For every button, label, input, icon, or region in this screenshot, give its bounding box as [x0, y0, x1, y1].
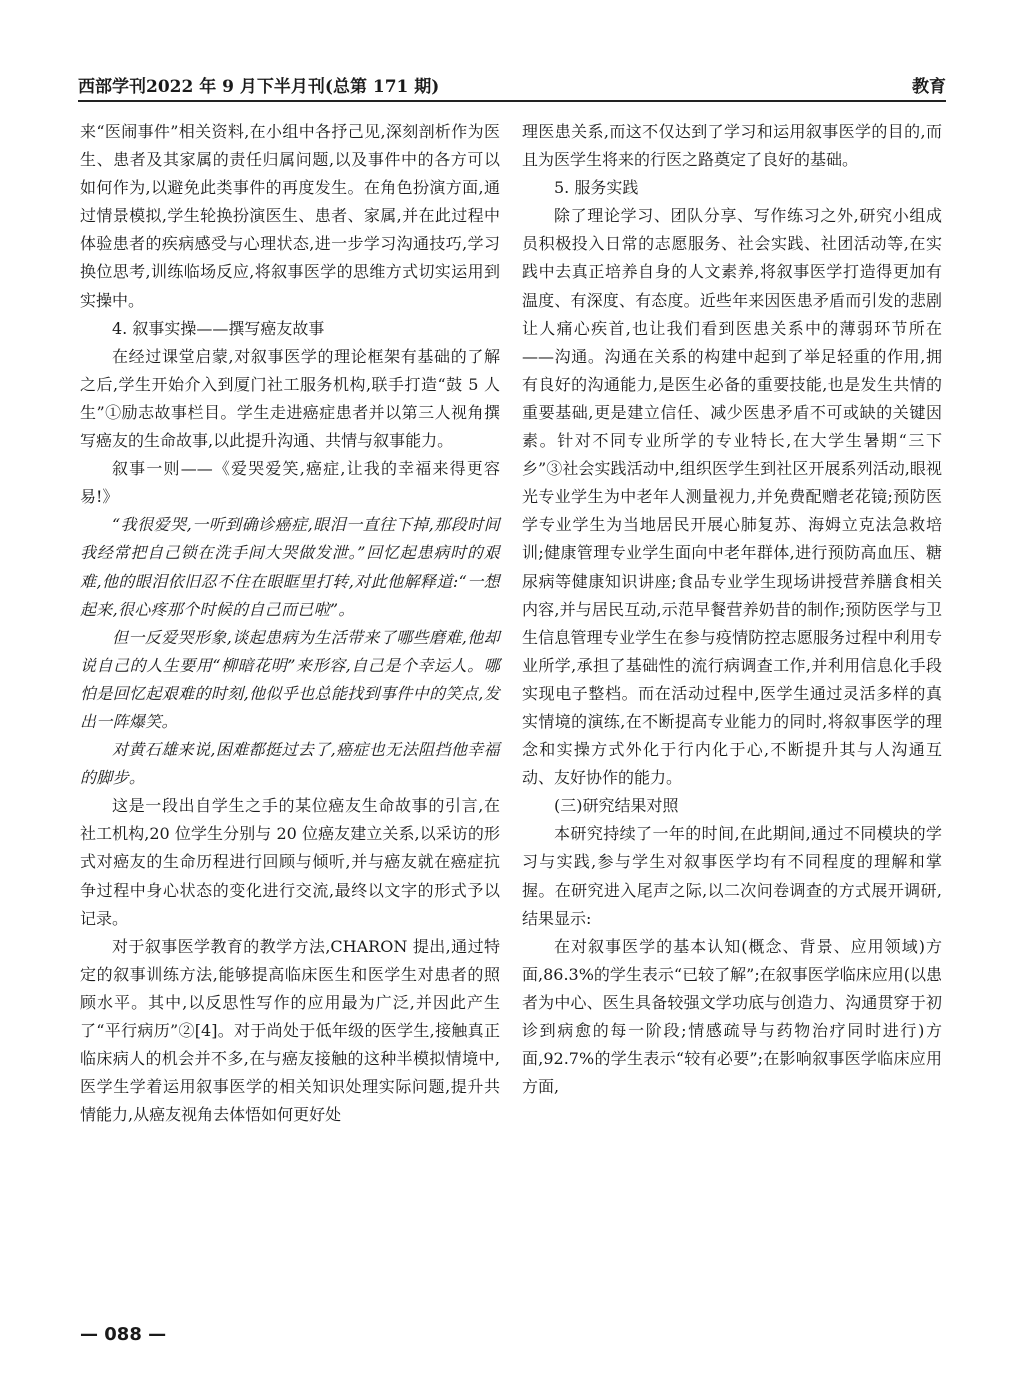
- page-number: — 088 —: [80, 1324, 167, 1345]
- section-heading: (三)研究结果对照: [554, 796, 679, 816]
- page-header: [78, 66, 946, 102]
- quote-paragraph: “我很爱哭,一听到确诊癌症,眼泪一直往下掉,那段时间我经常把自己锁在洗手间大哭做发泄。”回忆起患病时的艰难,他的眼泪依旧忍不住在眼眶里打转,对此他解释道:“一想起来,很心疼那个时候的自己而已啦”。: [80, 515, 500, 619]
- right-column: [522, 118, 942, 1101]
- journal-title: 西部学刊2022 年 9 月下半月刊(总第 171 期): [78, 77, 440, 97]
- quote-paragraph: 但一反爱哭形象,谈起患病为生活带来了哪些磨难,他却说自己的人生要用“柳暗花明”来形容,自己是个幸运人。哪怕是回忆起艰难的时刻,他似乎也总能找到事件中的笑点,发出一阵爆笑。: [80, 627, 500, 731]
- section-label: 教育: [912, 77, 946, 97]
- paragraph: 对于叙事医学教育的教学方法,CHARON 提出,通过特定的叙事训练方法,能够提高临床医生和医学生对患者的照顾水平。其中,以反思性写作的应用最为广泛,并因此产生了“平行病历”②[4]。对于尚处于低年级的医学生,接触真正临床病人的机会并不多,在与癌友接触的这种半模拟情境中,医学生学着运用叙事医学的相关知识处理实际问题,提升共情能力,从癌友视角去体悟如何更好处: [80, 936, 500, 1125]
- paragraph: 这是一段出自学生之手的某位癌友生命故事的引言,在社工机构,20 位学生分别与 20 位癌友建立关系,以采访的形式对癌友的生命历程进行回顾与倾听,并与癌友就在癌症抗争过程中身心状态的变化进行交流,最终以文字的形式予以记录。: [80, 796, 500, 928]
- left-column: [80, 118, 500, 1129]
- paragraph: 理医患关系,而这不仅达到了学习和运用叙事医学的目的,而且为医学生将来的行医之路奠定了良好的基础。: [522, 122, 942, 170]
- quote-paragraph: 对黄石雄来说,困难都挺过去了,癌症也无法阻挡他幸福的脚步。: [80, 740, 500, 788]
- section-heading: 4. 叙事实操——撰写癌友故事: [112, 318, 325, 338]
- paragraph: 本研究持续了一年的时间,在此期间,通过不同模块的学习与实践,参与学生对叙事医学均有不同程度的理解和掌握。在研究进入尾声之际,以二次问卷调查的方式展开调研,结果显示:: [522, 824, 942, 928]
- paragraph: 在经过课堂启蒙,对叙事医学的理论框架有基础的了解之后,学生开始介入到厦门社工服务机构,联手打造“鼓 5 人生”①励志故事栏目。学生走进癌症患者并以第三人视角撰写癌友的生命故事,以此提升沟通、共情与叙事能力。: [80, 346, 500, 451]
- paragraph: 除了理论学习、团队分享、写作练习之外,研究小组成员积极投入日常的志愿服务、社会实践、社团活动等,在实践中去真正培养自身的人文素养,将叙事医学打造得更加有温度、有深度、有态度。近些年来因医患矛盾而引发的悲剧让人痛心疾首,也让我们看到医患关系中的薄弱环节所在——沟通。沟通在关系的构建中起到了举足轻重的作用,拥有良好的沟通能力,是医生必备的重要技能,也是发生共情的重要基础,更是建立信任、减少医患矛盾不可或缺的关键因素。针对不同专业所学的专业特长,在大学生暑期“三下乡”③社会实践活动中,组织医学生到社区开展系列活动,眼视光专业学生为中老年人测量视力,并免费配赠老花镜;预防医学专业学生为当地居民开展心肺复苏、海姆立克法急救培训;健康管理专业学生面向中老年群体,进行预防高血压、糖尿病等健康知识讲座;食品专业学生现场讲授营养膳食相关内容,并与居民互动,示范早餐营养奶昔的制作;预防医学与卫生信息管理专业学生在参与疫情防控志愿服务过程中利用专业所学,承担了基础性的流行病调查工作,并利用信息化手段实现电子整档。而在活动过程中,医学生通过灵活多样的真实情境的演练,在不断提高专业能力的同时,将叙事医学的理念和实操方式外化于行内化于心,不断提升其与人沟通互动、友好协作的能力。: [522, 206, 942, 788]
- paragraph: 来“医闹事件”相关资料,在小组中各抒己见,深刻剖析作为医生、患者及其家属的责任归属问题,以及事件中的各方可以如何作为,以避免此类事件的再度发生。在角色扮演方面,通过情景模拟,学生轮换扮演医生、患者、家属,并在此过程中体验患者的疾病感受与心理状态,进一步学习沟通技巧,学习换位思考,训练临场反应,将叙事医学的思维方式切实运用到实操中。: [80, 122, 500, 310]
- paragraph: 在对叙事医学的基本认知(概念、背景、应用领域)方面,86.3%的学生表示“已较了解”;在叙事医学临床应用(以患者为中心、医生具备较强文学功底与创造力、沟通贯穿于初诊到病愈的每一阶段;情感疏导与药物治疗同时进行)方面,92.7%的学生表示“较有必要”;在影响叙事医学临床应用方面,: [522, 936, 942, 1097]
- section-heading: 5. 服务实践: [554, 178, 639, 198]
- paragraph: 叙事一则——《爱哭爱笑,癌症,让我的幸福来得更容易!》: [80, 459, 500, 507]
